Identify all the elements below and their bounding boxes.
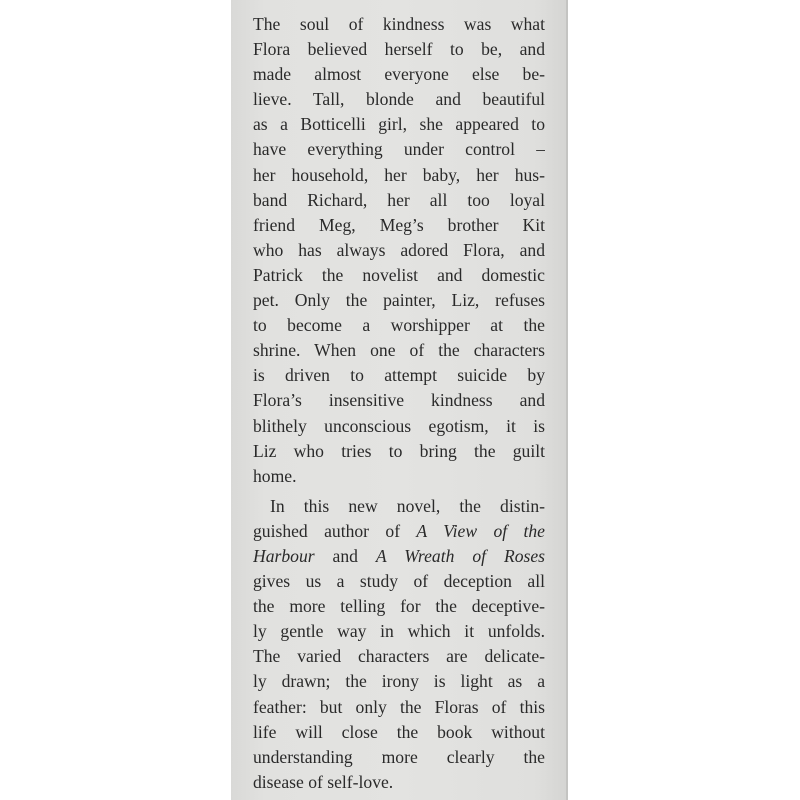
text-line: shrine. When one of the characters	[253, 340, 545, 361]
text-line: Patrick the novelist and domestic	[253, 264, 545, 285]
text-line: who has always adored Flora, and	[253, 239, 545, 260]
text-line: home.	[253, 465, 297, 486]
text-line	[253, 544, 545, 569]
text-line: as a Botticelli girl, she appeared to	[253, 114, 545, 135]
paragraph-1	[253, 12, 545, 489]
text-line: ly gentle way in which it unfolds.	[253, 621, 545, 642]
text-line: The varied characters are delicate-	[253, 646, 545, 667]
text-line: pet. Only the painter, Liz, refuses	[253, 290, 545, 311]
text-line	[253, 519, 545, 544]
text-line: band Richard, her all too loyal	[253, 189, 545, 210]
book-title-view-of-the-harbour-cont: Harbour	[253, 545, 315, 566]
text-line: the more telling for the deceptive-	[253, 596, 545, 617]
text-line: life will close the book without	[253, 721, 545, 742]
text-line: feather: but only the Floras of this	[253, 696, 545, 717]
book-jacket-flap	[231, 0, 568, 800]
book-title-wreath-of-roses: A Wreath of Roses	[375, 545, 545, 566]
text-run: and	[332, 545, 358, 566]
paragraph-2	[253, 494, 545, 795]
text-line: her household, her baby, her hus-	[253, 164, 545, 185]
text-line: blithely unconscious egotism, it is	[253, 415, 545, 436]
text-line: Flora’s insensitive kindness and	[253, 390, 545, 411]
text-line: Liz who tries to bring the guilt	[253, 440, 545, 461]
text-line: gives us a study of deception all	[253, 571, 545, 592]
book-title-view-of-the-harbour: A View of the	[416, 520, 545, 541]
text-line: lieve. Tall, blonde and beautiful	[253, 89, 545, 110]
text-line: is driven to attempt suicide by	[253, 365, 545, 386]
text-line: understanding more clearly the	[253, 746, 545, 767]
text-line: friend Meg, Meg’s brother Kit	[253, 214, 545, 235]
blurb-text	[253, 12, 545, 795]
text-line: Flora believed herself to be, and	[253, 39, 545, 60]
text-line: The soul of kindness was what	[253, 14, 545, 34]
text-line: made almost everyone else be-	[253, 64, 545, 85]
text-line: In this new novel, the distin-	[270, 495, 545, 516]
text-line: disease of self-love.	[253, 771, 394, 792]
text-line: ly drawn; the irony is light as a	[253, 671, 545, 692]
text-line: to become a worshipper at the	[253, 315, 545, 336]
text-run: guished author of	[253, 520, 401, 541]
text-line: have everything under control –	[253, 139, 545, 160]
